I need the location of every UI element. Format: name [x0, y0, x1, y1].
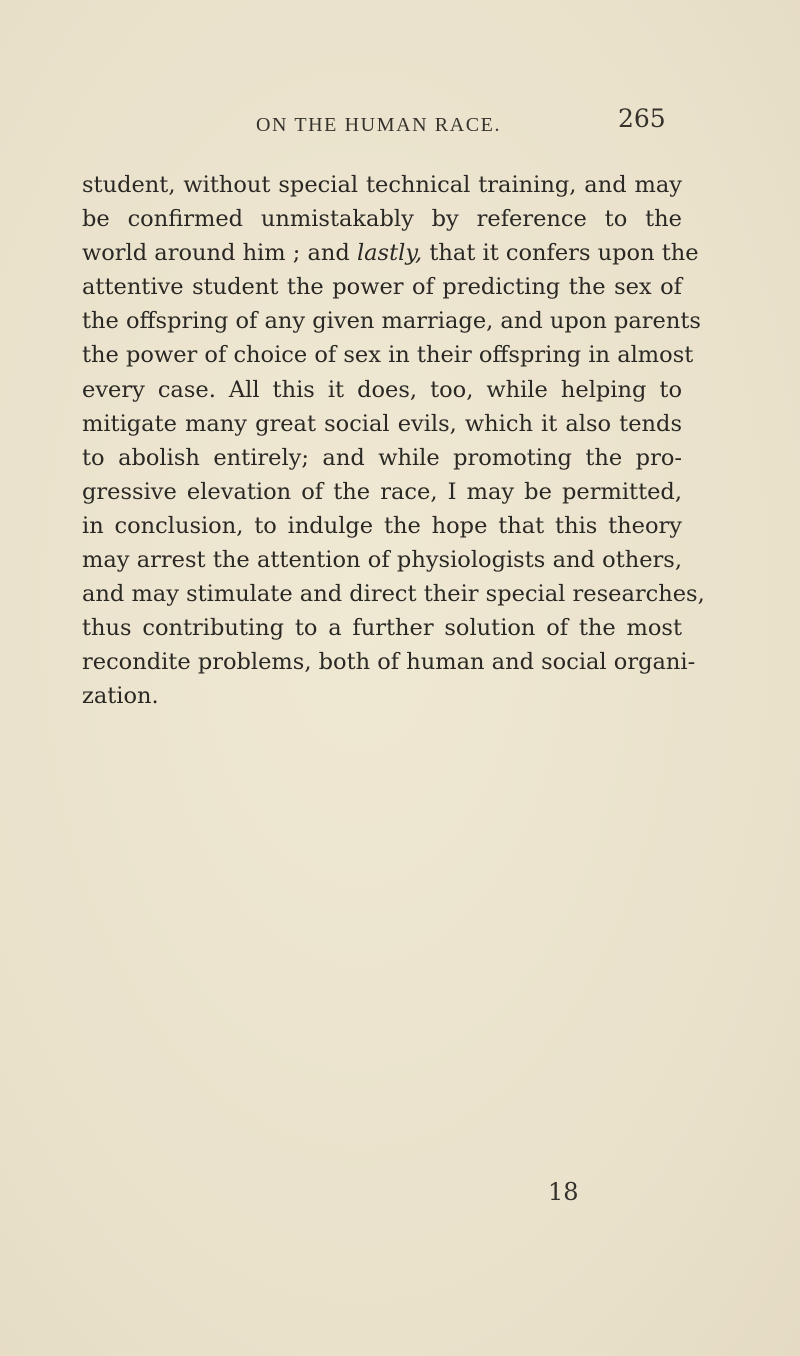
text-line-3-end: that it confers upon the	[422, 240, 699, 267]
running-head-title: ON THE HUMAN RACE.	[256, 114, 502, 136]
text-line-14: thus contributing to a further solution of the most	[82, 615, 682, 642]
text-line-4: attentive student the power of predicting the sex of	[82, 274, 682, 301]
text-line-13: and may stimulate and direct their special researches,	[82, 581, 705, 608]
text-line-5: the offspring of any given marriage, and upon parents	[82, 308, 701, 335]
text-line-6: the power of choice of sex in their offspring in almost	[82, 342, 694, 369]
text-line-15: recondite problems, both of human and social organi-	[82, 649, 696, 676]
text-line-16: zation.	[82, 683, 159, 710]
text-line-11: in conclusion, to indulge the hope that this theory	[82, 512, 682, 539]
text-line-12: may arrest the attention of physiologists and others,	[82, 547, 682, 574]
signature-mark: 18	[548, 1178, 579, 1206]
text-line-7: every case. All this it does, too, while helping to	[82, 376, 682, 403]
text-line-3	[82, 236, 699, 270]
page-number: 265	[618, 104, 666, 133]
italic-lastly: lastly,	[356, 240, 423, 267]
text-line-2: be confirmed unmistakably by reference to the	[82, 206, 682, 233]
text-line-8: mitigate many great social evils, which it also tends	[82, 410, 682, 437]
running-head	[0, 104, 800, 142]
text-line-3-start: world around him ; and	[82, 240, 357, 267]
text-line-9: to abolish entirely; and while promoting the pro-	[82, 444, 682, 471]
body-paragraph	[82, 168, 705, 714]
text-line-10: gressive elevation of the race, I may be permitted,	[82, 478, 682, 505]
text-line-1: student, without special technical training, and may	[82, 172, 682, 198]
